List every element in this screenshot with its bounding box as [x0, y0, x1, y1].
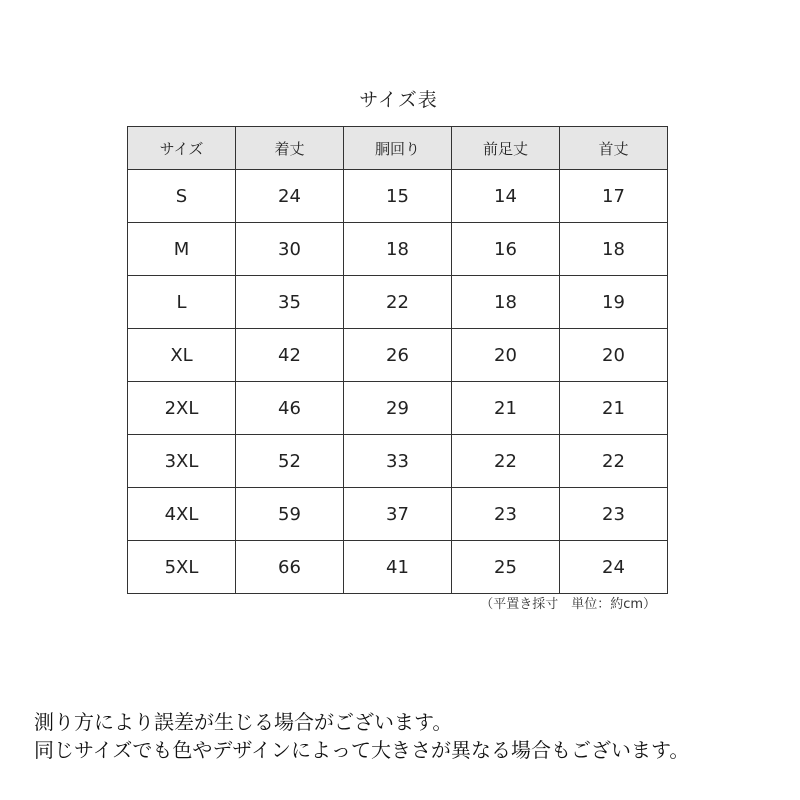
cell-length: 42 — [236, 329, 344, 382]
cell-neck: 19 — [560, 276, 668, 329]
cell-length: 52 — [236, 435, 344, 488]
cell-waist: 37 — [344, 488, 452, 541]
cell-front-leg: 14 — [452, 170, 560, 223]
disclaimer — [34, 708, 689, 764]
header-waist: 胴回り — [344, 127, 452, 170]
table-row — [128, 435, 668, 488]
cell-neck: 17 — [560, 170, 668, 223]
cell-waist: 29 — [344, 382, 452, 435]
cell-length: 24 — [236, 170, 344, 223]
cell-waist: 26 — [344, 329, 452, 382]
cell-waist: 22 — [344, 276, 452, 329]
size-table — [127, 126, 668, 594]
cell-size: 5XL — [128, 541, 236, 594]
cell-size: 2XL — [128, 382, 236, 435]
cell-size: M — [128, 223, 236, 276]
table-row — [128, 223, 668, 276]
cell-length: 59 — [236, 488, 344, 541]
table-row — [128, 276, 668, 329]
cell-waist: 41 — [344, 541, 452, 594]
header-front-leg: 前足丈 — [452, 127, 560, 170]
cell-length: 35 — [236, 276, 344, 329]
cell-size: L — [128, 276, 236, 329]
cell-front-leg: 16 — [452, 223, 560, 276]
table-row — [128, 541, 668, 594]
cell-size: 4XL — [128, 488, 236, 541]
page-title: サイズ表 — [359, 89, 438, 111]
header-length: 着丈 — [236, 127, 344, 170]
cell-waist: 18 — [344, 223, 452, 276]
cell-waist: 33 — [344, 435, 452, 488]
cell-front-leg: 23 — [452, 488, 560, 541]
cell-length: 46 — [236, 382, 344, 435]
cell-waist: 15 — [344, 170, 452, 223]
cell-size: S — [128, 170, 236, 223]
cell-neck: 21 — [560, 382, 668, 435]
table-header-row — [128, 127, 668, 170]
cell-neck: 23 — [560, 488, 668, 541]
table-row — [128, 170, 668, 223]
cell-neck: 20 — [560, 329, 668, 382]
disclaimer-line-2: 同じサイズでも色やデザインによって大きさが異なる場合もございます。 — [34, 738, 690, 762]
cell-length: 30 — [236, 223, 344, 276]
cell-neck: 22 — [560, 435, 668, 488]
header-neck: 首丈 — [560, 127, 668, 170]
cell-front-leg: 18 — [452, 276, 560, 329]
cell-front-leg: 22 — [452, 435, 560, 488]
table-row — [128, 329, 668, 382]
measurement-note: （平置き採寸 単位：約cm） — [480, 597, 656, 612]
cell-front-leg: 25 — [452, 541, 560, 594]
disclaimer-line-1: 測り方により誤差が生じる場合がございます。 — [34, 710, 453, 734]
cell-size: 3XL — [128, 435, 236, 488]
cell-neck: 24 — [560, 541, 668, 594]
table-row — [128, 488, 668, 541]
cell-neck: 18 — [560, 223, 668, 276]
table-row — [128, 382, 668, 435]
cell-size: XL — [128, 329, 236, 382]
header-size: サイズ — [128, 127, 236, 170]
cell-front-leg: 21 — [452, 382, 560, 435]
cell-length: 66 — [236, 541, 344, 594]
cell-front-leg: 20 — [452, 329, 560, 382]
